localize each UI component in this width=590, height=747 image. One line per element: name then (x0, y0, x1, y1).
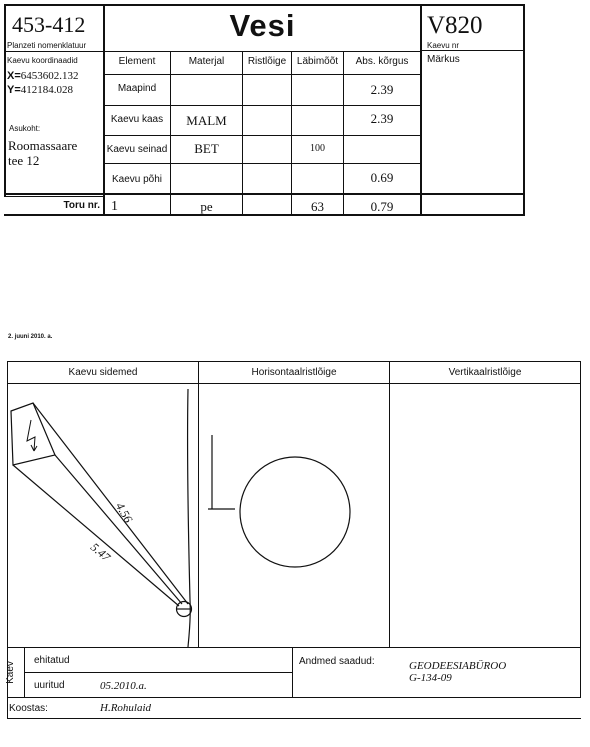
data-source-label: Andmed saadud: (299, 656, 375, 667)
remarks-header: Märkus (427, 54, 460, 65)
well-number: V820 (427, 12, 483, 39)
connection-sketch (11, 389, 192, 647)
measure-label-2: 5.47 (88, 540, 114, 565)
surveyed-label: uuritud (34, 680, 65, 691)
sketch-header-horizontal-section: Horisontaalristlõige (251, 367, 337, 378)
row-material: BET (194, 141, 219, 156)
row-abs-height: 2.39 (370, 111, 394, 126)
coordinate-x-value: 6453602.132 (20, 70, 79, 82)
built-label: ehitatud (34, 655, 70, 666)
address-line2: tee 12 (8, 153, 40, 168)
coordinate-x-label: X= (7, 70, 21, 82)
pipe-abs-height: 0.79 (370, 199, 394, 214)
boundary-line (188, 389, 191, 647)
coordinate-y-label: Y= (7, 84, 21, 96)
measure-line-1 (33, 403, 188, 604)
coordinate-y-value: 412184.028 (20, 84, 74, 96)
reference-building-outline (11, 403, 55, 465)
row-element-label: Kaevu seinad (106, 144, 168, 155)
pipe-diameter: 63 (311, 199, 324, 214)
surveyed-value: 05.2010.a. (100, 680, 147, 692)
row-abs-height: 0.69 (370, 170, 394, 185)
measure-line-3 (13, 465, 179, 606)
row-abs-height: 2.39 (370, 82, 394, 97)
column-header-cross-section: Ristlõige (247, 56, 287, 67)
compiled-by-label: Koostas: (9, 703, 48, 714)
page-title: Vesi (229, 8, 296, 43)
well-cross-section (240, 457, 350, 567)
row-material: MALM (186, 113, 227, 128)
pipe-material: pe (200, 199, 213, 214)
address-caption: Asukoht: (9, 124, 41, 133)
sketch-header-vertical-section: Vertikaalristlõige (448, 367, 522, 378)
sketch-header-connections: Kaevu sidemed (68, 367, 138, 378)
column-header-abs-height: Abs. kõrgus (355, 56, 409, 67)
coordinates-caption: Kaevu koordinaadid (7, 56, 78, 65)
horizontal-section-drawing (208, 435, 350, 567)
data-source-org: GEODEESIABÜROO (409, 660, 507, 672)
row-element-label: Kaevu põhi (111, 174, 163, 185)
row-element-label: Kaevu kaas (110, 114, 164, 125)
row-element-label: Maapind (117, 83, 157, 94)
compiled-by-value: H.Rohulaid (100, 702, 152, 714)
document-date: 2. juuni 2010. a. (8, 334, 53, 340)
pipe-number: 1 (111, 199, 118, 214)
map-sheet-number: 453-412 (12, 12, 86, 37)
column-header-element: Element (118, 56, 156, 67)
pipe-number-label: Toru nr. (63, 200, 100, 211)
address-line1: Roomassaare (8, 138, 78, 153)
kaev-label: Kaev (4, 661, 16, 684)
column-header-diameter: Läbimõõt (296, 56, 339, 67)
building-arrow-mark (27, 420, 37, 451)
well-number-caption: Kaevu nr (427, 41, 460, 50)
map-sheet-caption: Planzeti nomenklatuur (7, 41, 87, 50)
measure-line-2 (55, 455, 182, 604)
data-source-code: G-134-09 (409, 672, 452, 684)
column-header-material: Materjal (188, 56, 225, 67)
measure-label-1: 4.56 (112, 500, 136, 526)
row-diameter: 100 (310, 143, 325, 154)
